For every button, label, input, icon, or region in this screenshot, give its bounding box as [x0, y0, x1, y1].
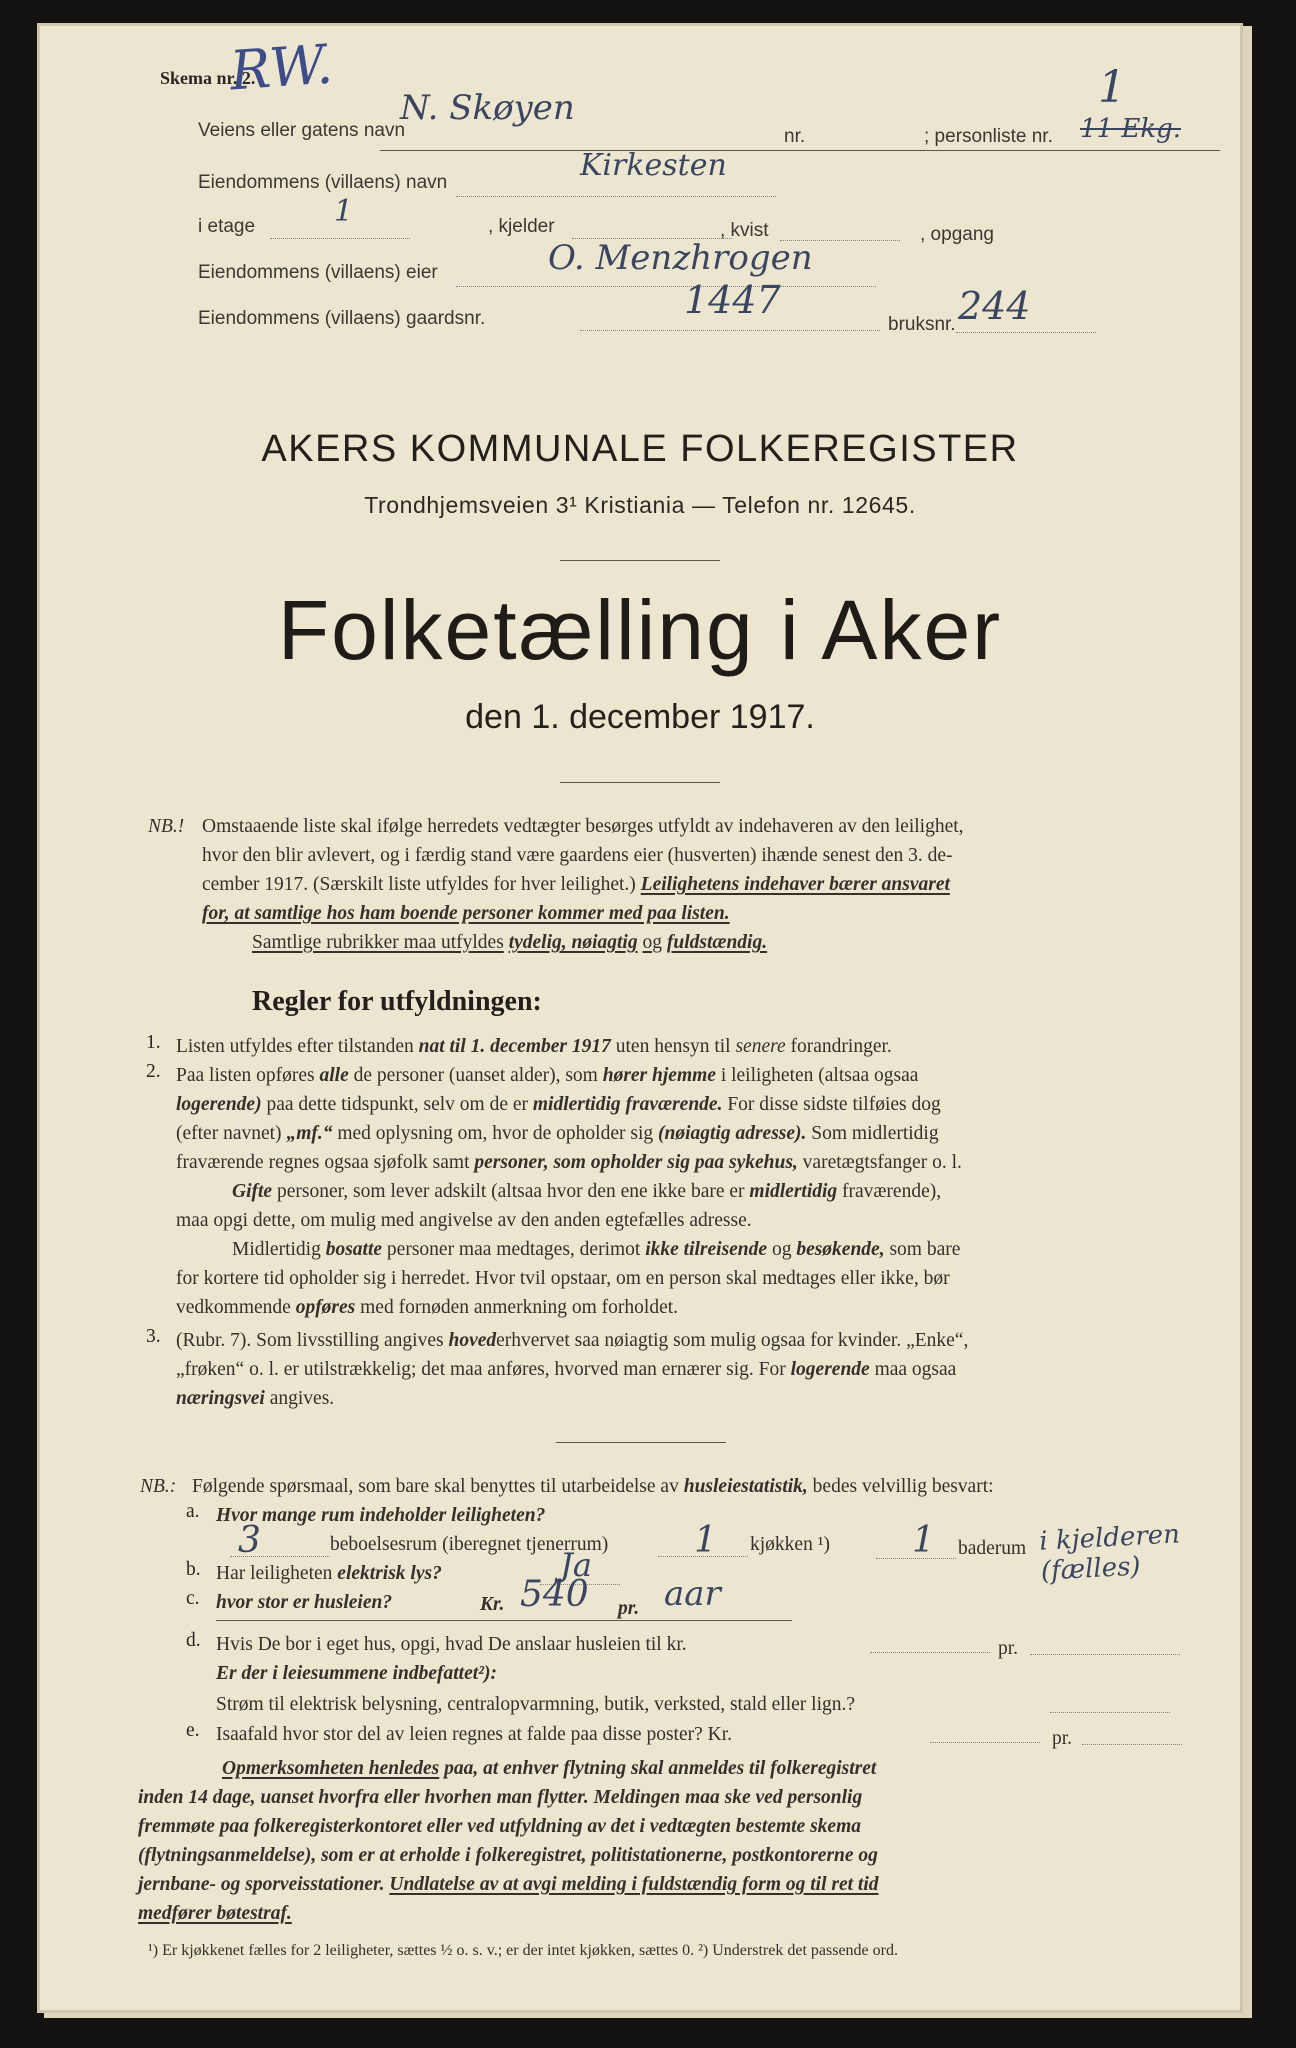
question-c: hvor stor er husleien? — [216, 1592, 393, 1613]
included-question: Er der i leiesummene indbefattet²): — [216, 1663, 497, 1684]
gaardsnr-value: 1447 — [684, 278, 781, 322]
skema-number: Skema nr. 2. — [160, 68, 256, 88]
rooms-value: 3 — [238, 1520, 261, 1561]
divider — [560, 782, 720, 783]
notice-line: Opmerksomheten henledes paa, at enhver flytning skal anmeldes til folkeregistret — [222, 1758, 877, 1779]
rule-text: for kortere tid opholder sig i herredet. Hvor tvil opstaar, om en person skal medtages eller ikke, bør — [176, 1268, 950, 1289]
rent-pr: pr. — [618, 1598, 640, 1619]
rule-number: 1. — [146, 1032, 161, 1053]
rent-period: aar — [664, 1574, 721, 1614]
rule-text: „frøken“ o. l. er utilstrækkelig; det maa anføres, hvorved man ernærer sig. For logerende maa ogsaa — [176, 1359, 957, 1380]
rent-kr: Kr. — [480, 1594, 505, 1615]
notice-line: medfører bøtestraf. — [138, 1903, 292, 1924]
rule-text: vedkommende opføres med fornøden anmerkning om forholdet. — [176, 1297, 679, 1318]
rule-text: Listen utfyldes efter tilstanden nat til 1. december 1917 uten hensyn til senere forandringer. — [176, 1036, 892, 1057]
rule-text: (Rubr. 7). Som livsstilling angives hovederhvervet saa nøiagtig som mulig ogsaa for kvinder. „Enke“, — [176, 1330, 969, 1351]
question-letter: a. — [186, 1501, 200, 1522]
skema-annotation: RW. — [227, 32, 335, 103]
question-letter: b. — [186, 1559, 201, 1580]
rule-text: Paa listen opføres alle de personer (uanset alder), som hører hjemme i leiligheten (altsaa ogsaa — [176, 1065, 919, 1086]
kjelder-label: , kjelder — [488, 216, 555, 237]
census-date: den 1. december 1917. — [465, 698, 815, 736]
rule-text: næringsvei angives. — [176, 1388, 335, 1409]
etage-label: i etage — [198, 216, 256, 237]
question-letter: c. — [186, 1588, 200, 1609]
owner-label: Eiendommens (villaens) eier — [198, 262, 438, 283]
bath-note: i kjelderen (fælles) — [1038, 1519, 1181, 1587]
office-name: AKERS KOMMUNALE FOLKEREGISTER — [261, 428, 1019, 470]
question-letter: d. — [186, 1630, 201, 1651]
nb1-line: hvor den blir avlevert, og i færdig stand være gaardens eier (husverten) ihænde senest den 3. de- — [202, 845, 953, 866]
kitchen-label: kjøkken ¹) — [750, 1534, 831, 1555]
form-title: Folketælling i Aker — [277, 583, 1003, 677]
rule-text: (efter navnet) „mf.“ med oplysning om, hvor de opholder sig (nøiagtig adresse). Som midlertidig — [176, 1123, 939, 1144]
question-e: Isaafald hvor stor del av leien regnes at falde paa disse poster? Kr. — [216, 1724, 733, 1745]
rent-underline — [216, 1620, 792, 1621]
notice-line: fremmøte paa folkeregisterkontoret eller ved utfyldning av det i vedtægten bestemte skema — [138, 1816, 861, 1837]
nb1-line: for, at samtlige hos ham boende personer kommer med paa listen. — [202, 903, 730, 924]
footnote: ¹) Er kjøkkenet fælles for 2 leiligheter, sættes ½ o. s. v.; er der intet kjøkken, sættes 0. ²) Understrek det passende ord. — [148, 1942, 898, 1959]
property-name-label: Eiendommens (villaens) navn — [198, 172, 448, 193]
gaardsnr-label: Eiendommens (villaens) gaardsnr. — [198, 308, 486, 329]
personliste-value: 1 — [1098, 62, 1126, 113]
nr-label: nr. — [784, 126, 806, 147]
question-a: Hvor mange rum indeholder leiligheten? — [216, 1505, 546, 1526]
bath-value: 1 — [912, 1520, 935, 1561]
kitchen-value: 1 — [694, 1520, 717, 1561]
street-label: Veiens eller gatens navn — [198, 120, 406, 141]
question-d: Hvis De bor i eget hus, opgi, hvad De anslaar husleien til kr. — [216, 1634, 687, 1655]
street-value: N. Skøyen — [400, 88, 575, 128]
street-line — [380, 150, 1220, 151]
divider — [556, 1442, 726, 1443]
question-letter: e. — [186, 1720, 200, 1741]
census-form-sheet — [40, 26, 1240, 2010]
rent-value: 540 — [520, 1574, 589, 1615]
nb1-line: Samtlige rubrikker maa utfyldes tydelig, nøiagtig og fuldstændig. — [252, 932, 768, 953]
included-list: Strøm til elektrisk belysning, centralopvarmning, butik, verksted, stald eller lign.? — [216, 1694, 856, 1715]
kvist-label: , kvist — [720, 220, 769, 241]
personliste-struck: 11 Ekg. — [1080, 114, 1181, 144]
property-name-value: Kirkesten — [580, 148, 727, 183]
electric-value: Ja — [560, 1546, 592, 1584]
nb2-intro: Følgende spørsmaal, som bare skal benyttes til utarbeidelse av husleiestatistik, bedes velvillig besvart: — [192, 1476, 994, 1497]
question-b: Har leiligheten elektrisk lys? — [216, 1563, 442, 1584]
rule-number: 2. — [146, 1061, 161, 1082]
nb1-lead: NB.! — [148, 816, 185, 837]
notice-line: jernbane- og sporveisstationer. Undlatelse av at avgi melding i fuldstændig form og til ret tid — [138, 1874, 879, 1895]
rule-text: fraværende regnes ogsaa sjøfolk samt personer, som opholder sig paa sykehus, varetægtsfanger o. l. — [176, 1152, 962, 1173]
opgang-label: , opgang — [920, 224, 994, 245]
nb1-line: Omstaaende liste skal ifølge herredets vedtægter besørges utfyldt av indehaveren av den leilighet, — [202, 816, 964, 837]
nb1-line: cember 1917. (Særskilt liste utfyldes for hver leilighet.) Leilighetens indehaver bærer ansvaret — [202, 874, 950, 895]
nb2-lead: NB.: — [140, 1476, 177, 1497]
notice-line: (flytningsanmeldelse), som er at erholde i folkeregistret, politistationerne, postkontorerne og — [138, 1845, 878, 1866]
personliste-label: ; personliste nr. — [924, 126, 1053, 147]
etage-value: 1 — [334, 194, 354, 229]
owner-value: O. Menzhrogen — [548, 238, 813, 278]
d-pr: pr. — [998, 1638, 1019, 1659]
rule-text: Midlertidig bosatte personer maa medtages, derimot ikke tilreisende og besøkende, som bare — [232, 1239, 961, 1260]
rooms-label: beboelsesrum (iberegnet tjenerrum) — [330, 1534, 609, 1555]
notice-line: inden 14 dage, uanset hvorfra eller hvorhen man flytter. Meldingen maa ske ved personlig — [138, 1787, 863, 1808]
bath-label: baderum — [958, 1538, 1027, 1559]
divider — [560, 560, 720, 561]
bruksnr-label: bruksnr. — [888, 314, 956, 335]
rule-text: maa opgi dette, om mulig med angivelse av den anden egtefælles adresse. — [176, 1210, 752, 1231]
rule-text: logerende) paa dette tidspunkt, selv om de er midlertidig fraværende. For disse sidste tilføies dog — [176, 1094, 941, 1115]
rule-text: Gifte personer, som lever adskilt (altsaa hvor den ene ikke bare er midlertidig fraværende), — [232, 1181, 942, 1202]
e-pr: pr. — [1052, 1728, 1073, 1749]
rules-heading: Regler for utfyldningen: — [252, 986, 542, 1017]
rule-number: 3. — [146, 1326, 161, 1347]
office-address: Trondhjemsveien 3¹ Kristiania — Telefon nr. 12645. — [364, 492, 916, 518]
bruksnr-value: 244 — [958, 284, 1031, 328]
